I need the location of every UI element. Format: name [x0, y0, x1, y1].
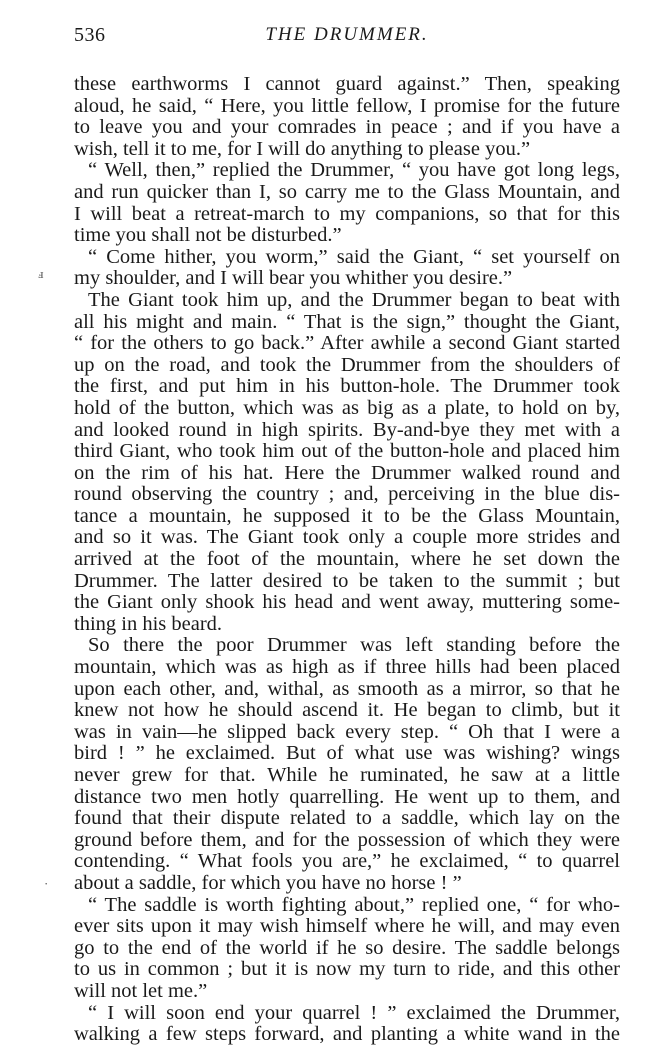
running-title: THE DRUMMER.: [265, 24, 429, 45]
text-line: tance a mountain, he supposed it to be the Glass Mountain,: [74, 504, 620, 527]
text-line: ground before them, and for the possession of which they were: [74, 828, 620, 851]
text-line: up on the road, and took the Drummer from the shoulders of: [74, 353, 620, 376]
text-line: the Giant only shook his head and went away, muttering some-: [74, 591, 620, 614]
text-line: distance two men hotly quarrelling. He went up to them, and: [74, 785, 620, 808]
text-line: never grew for that. While he ruminated, he saw at a little: [74, 764, 620, 786]
text-line: bird ! ” he exclaimed. But of what use was wishing? wings: [74, 742, 620, 765]
text-line: time you shall not be disturbed.”: [74, 224, 342, 247]
text-line: found that their dispute related to a saddle, which lay on the: [74, 807, 620, 830]
text-line: arrived at the foot of the mountain, where he set down the: [74, 548, 620, 571]
margin-speck: ⅎ: [38, 266, 44, 281]
text-line: round observing the country ; and, perceiving in the blue dis-: [74, 483, 620, 506]
text-line: knew not how he should ascend it. He began to climb, but it: [74, 699, 620, 722]
text-line: “ Come hither, you worm,” said the Giant, “ set yourself on: [88, 245, 620, 268]
running-head: [74, 24, 620, 54]
text-line: The Giant took him up, and the Drummer began to beat with: [88, 288, 620, 311]
text-line: upon each other, and, withal, as smooth as a mirror, so that he: [74, 677, 620, 700]
text-line: to us in common ; but it is now my turn to ride, and this other: [74, 958, 620, 981]
page-number: 536: [74, 24, 106, 46]
text-line: and so it was. The Giant took only a couple more strides and: [74, 526, 620, 549]
text-line: about a saddle, for which you have no horse ! ”: [74, 871, 462, 894]
text-line: all his might and main. “ That is the sign,” thought the Giant,: [74, 310, 620, 333]
text-line: my shoulder, and I will bear you whither you desire.”: [74, 267, 513, 290]
margin-speck: ·: [44, 876, 49, 891]
text-line: was in vain—he slipped back every step. “ Oh that I were a: [74, 720, 620, 743]
text-line: “ The saddle is worth fighting about,” replied one, “ for who-: [88, 893, 620, 916]
text-line: So there the poor Drummer was left standing before the: [88, 634, 620, 657]
text-line: and looked round in high spirits. By-and-bye they met with a: [74, 418, 620, 441]
text-line: to leave you and your comrades in peace ; and if you have a: [74, 116, 620, 139]
text-line: hold of the button, which was as big as a plate, to hold on by,: [74, 396, 620, 419]
text-line: I will beat a retreat-march to my companions, so that for this: [74, 202, 620, 225]
text-line: and run quicker than I, so carry me to the Glass Mountain, and: [74, 180, 620, 203]
text-line: contending. “ What fools you are,” he exclaimed, “ to quarrel: [74, 850, 620, 873]
text-line: these earthworms I cannot guard against.” Then, speaking: [74, 73, 620, 95]
text-line: “ I will soon end your quarrel ! ” exclaimed the Drummer,: [88, 1001, 620, 1024]
text-line: ever sits upon it may wish himself where he will, and may even: [74, 915, 620, 938]
text-line: thing in his beard.: [74, 612, 223, 635]
text-line: walking a few steps forward, and planting a white wand in the: [74, 1023, 620, 1046]
text-line: wish, tell it to me, for I will do anything to please you.”: [74, 137, 531, 160]
text-line: go to the end of the world if he so desire. The saddle belongs: [74, 936, 620, 959]
text-line: “ Well, then,” replied the Drummer, “ you have got long legs,: [88, 159, 620, 182]
text-line: on the rim of his hat. Here the Drummer walked round and: [74, 461, 620, 484]
text-line: will not let me.”: [74, 979, 208, 1002]
text-line: Drummer. The latter desired to be taken to the summit ; but: [74, 569, 620, 592]
text-line: “ for the others to go back.” After awhile a second Giant started: [74, 332, 620, 355]
text-line: third Giant, who took him out of the button-hole and placed him: [74, 440, 620, 463]
text-line: aloud, he said, “ Here, you little fellow, I promise for the future: [74, 94, 620, 117]
body-text: [74, 74, 620, 1046]
text-line: the first, and put him in his button-hole. The Drummer took: [74, 375, 620, 398]
text-line: mountain, which was as high as if three hills had been placed: [74, 656, 620, 679]
